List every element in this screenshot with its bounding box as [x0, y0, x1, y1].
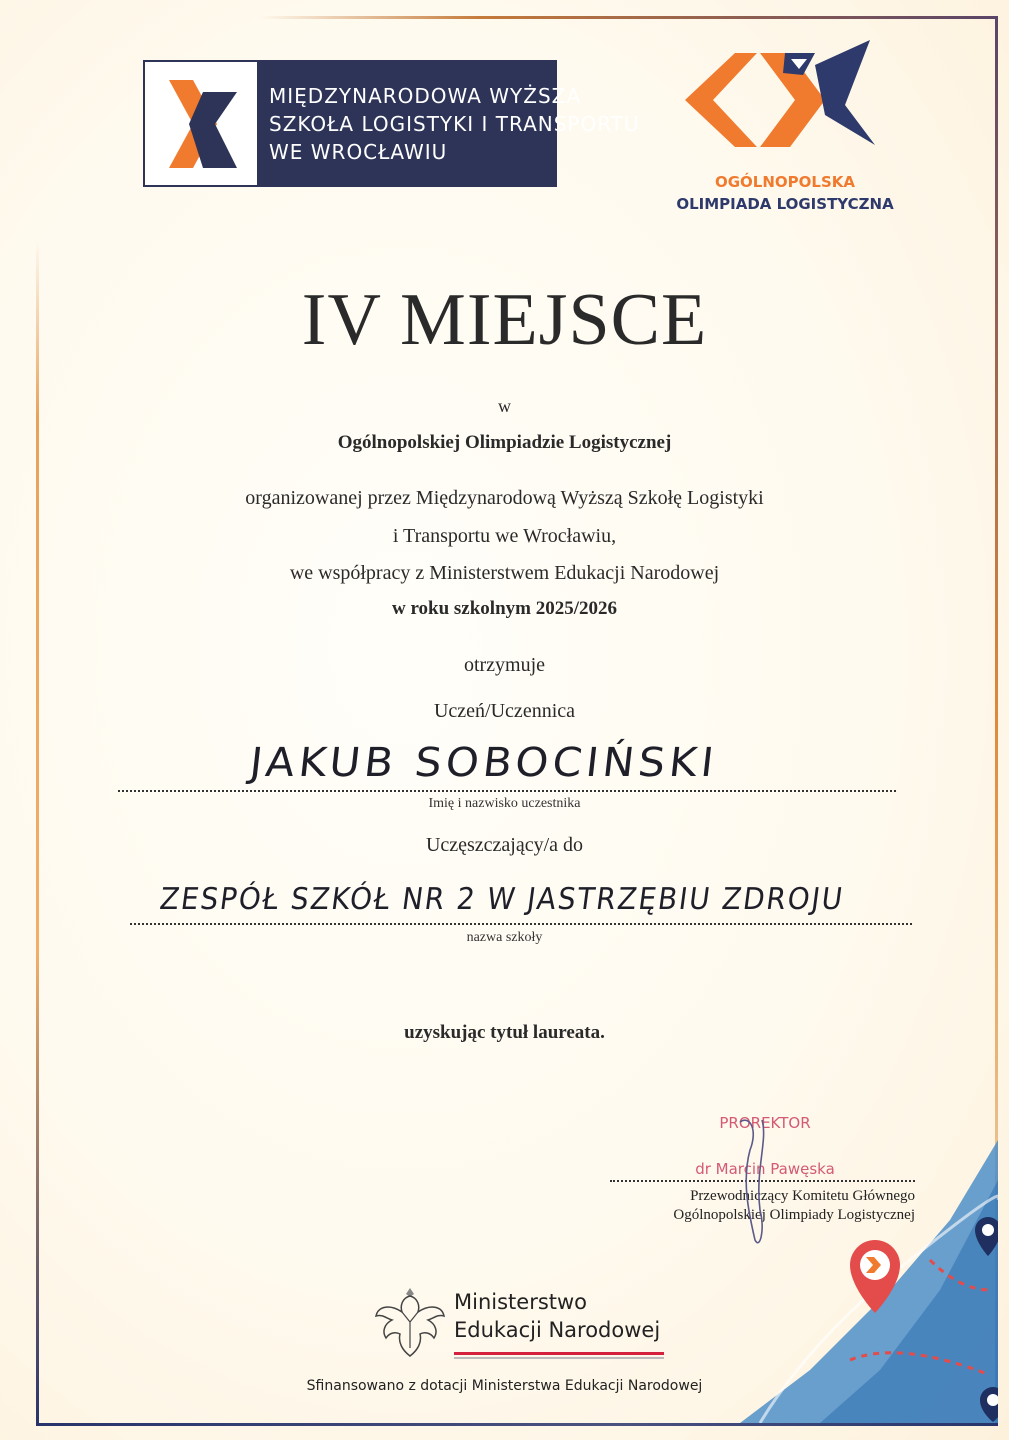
connector-w: w — [498, 396, 511, 416]
funding-note: Sfinansowano z dotacji Ministerstwa Edukacji Narodowej — [306, 1378, 703, 1394]
university-name-line-2: SZKOŁA LOGISTYKI I TRANSPORTU — [269, 112, 640, 136]
cooperation-line: we współpracy z Ministerstwem Edukacji Narodowej — [289, 562, 720, 584]
laureate-line: uzyskując tytuł laureata. — [404, 1022, 605, 1043]
organized-line-1: organizowanej przez Międzynarodową Wyższą Szkołę Logistyki — [245, 487, 764, 509]
school-name-handwritten: ZESPÓŁ SZKÓŁ NR 2 W JASTRZĘBIU ZDROJU — [157, 882, 847, 917]
university-logo — [143, 60, 640, 187]
university-name-line-1: MIĘDZYNARODOWA WYŻSZA — [269, 84, 582, 108]
ministry-name-line-2: Edukacji Narodowej — [454, 1318, 661, 1342]
ministry-gray-bar — [454, 1357, 664, 1359]
signature-caption-2: Ogólnopolskiej Olimpiady Logistycznej — [673, 1207, 915, 1223]
attending-label: Uczęszczający/a do — [425, 834, 584, 856]
chevron-logo-icon — [145, 62, 257, 185]
frame-border-top — [260, 16, 998, 19]
school-name-line — [130, 923, 912, 925]
handwritten-signature-icon — [600, 1110, 930, 1260]
student-name-caption: Imię i nazwisko uczestnika — [428, 796, 581, 811]
university-name-line-3: WE WROCŁAWIU — [269, 140, 448, 164]
university-logo-mark-box — [143, 60, 259, 187]
olympiad-logo-line-1: OGÓLNOPOLSKA — [714, 173, 856, 191]
organized-line-2: i Transportu we Wrocławiu, — [392, 525, 617, 547]
school-year-line: w roku szkolnym 2025/2026 — [391, 598, 618, 619]
ministry-red-bar — [454, 1352, 664, 1355]
certificate-title: IV MIEJSCE — [301, 279, 708, 361]
student-label: Uczeń/Uczennica — [433, 700, 575, 722]
signature-block — [600, 1110, 930, 1250]
eagle-emblem-icon — [372, 1282, 448, 1362]
stamp-role: PROREKTOR — [719, 1114, 811, 1132]
frame-border-bottom — [36, 1423, 998, 1426]
student-name-line — [118, 790, 896, 792]
receives-label: otrzymuje — [463, 654, 546, 676]
frame-border-left — [36, 240, 39, 1426]
ministry-name-line-1: Ministerstwo — [454, 1290, 588, 1314]
signature-caption-1: Przewodniczący Komitetu Głównego — [690, 1188, 915, 1204]
ministry-logo — [372, 1282, 672, 1364]
olympiad-logo — [665, 35, 905, 220]
olympiad-emblem-icon — [665, 35, 905, 170]
olympiad-logo-line-2: OLIMPIADA LOGISTYCZNA — [676, 195, 894, 213]
stamp-name: dr Marcin Pawęska — [695, 1160, 835, 1178]
olympiad-name: Ogólnopolskiej Olimpiadzie Logistycznej — [337, 432, 672, 453]
school-name-caption: nazwa szkoły — [466, 930, 543, 945]
student-name-handwritten: JAKUB SOBOCIŃSKI — [247, 740, 721, 786]
